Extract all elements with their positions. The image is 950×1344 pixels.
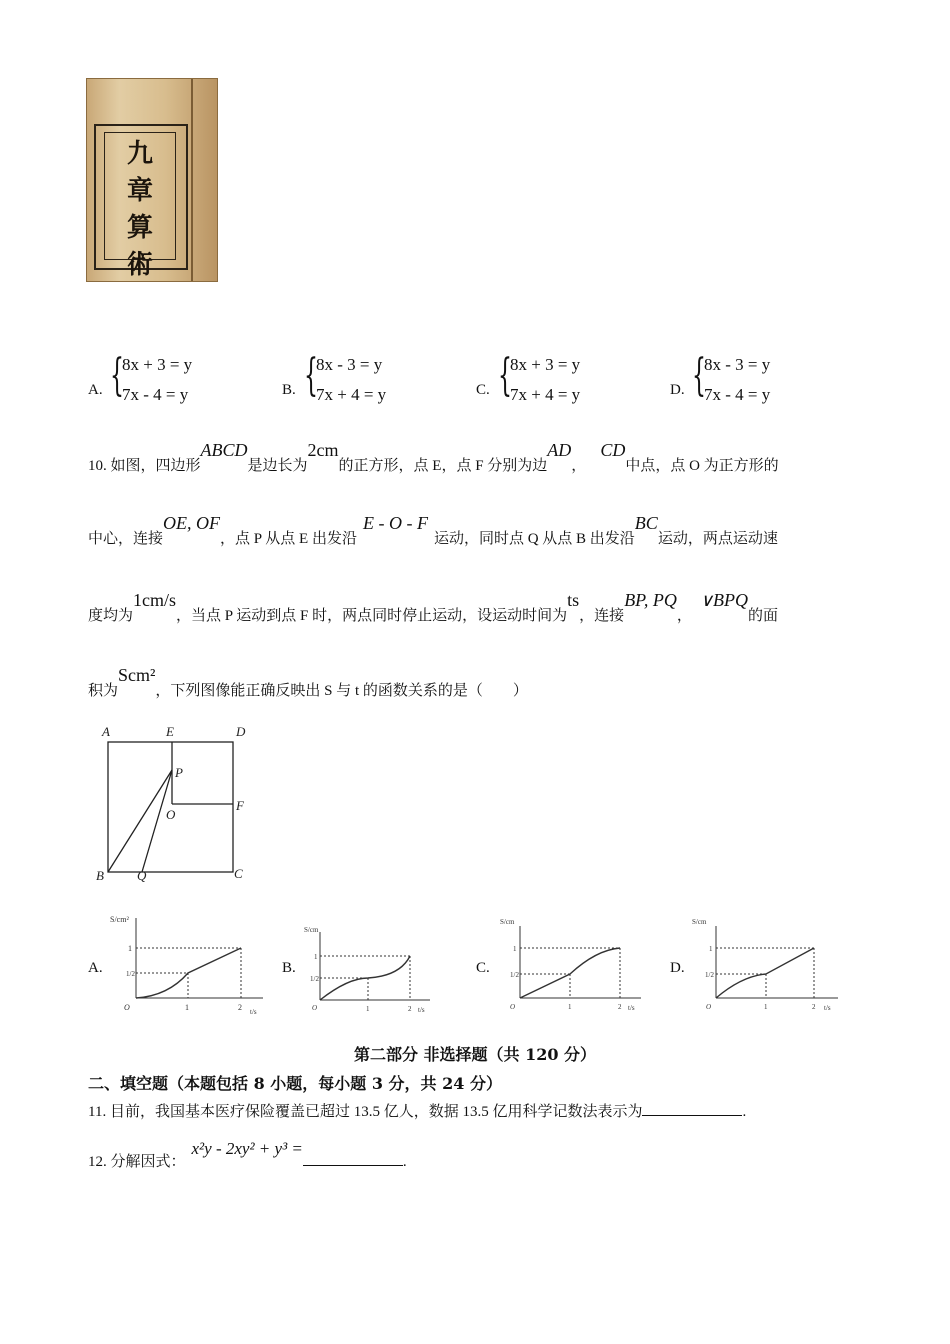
y-tick-half: 1/2 — [126, 970, 135, 978]
equation-2: 7x + 4 = y — [510, 385, 581, 404]
q10-line-1 — [88, 440, 779, 474]
x-tick-2: 2 — [408, 1005, 412, 1013]
y-tick-1: 1 — [314, 953, 318, 961]
x-label: t/s — [628, 1004, 635, 1012]
brace-icon: { — [692, 350, 706, 401]
x-tick-1: 1 — [764, 1003, 768, 1011]
label-d: D — [236, 724, 246, 739]
equation-2: 7x - 4 = y — [704, 385, 771, 404]
brace-icon: { — [304, 350, 318, 401]
text: 中心，连接 — [88, 531, 164, 547]
graph-option-c — [496, 910, 656, 1020]
q12-text: 12. 分解因式： — [88, 1154, 186, 1170]
label-o: O — [166, 807, 176, 822]
q9-options — [0, 350, 950, 410]
equation-1: 8x - 3 = y — [704, 355, 771, 374]
text: 积为 — [88, 683, 119, 699]
graph-option-a — [108, 910, 268, 1020]
origin-label: O — [706, 1003, 712, 1011]
y-label: S/cm — [692, 918, 707, 926]
equation-1: 8x + 3 = y — [510, 355, 581, 374]
jiuzhang-suanshu-book-cover — [86, 78, 218, 282]
math-oe-of: OE, OF — [163, 513, 221, 533]
text: ， — [676, 608, 692, 624]
q11-text: 11. 目前，我国基本医疗保险覆盖已超过 13.5 亿人，数据 13.5 亿用科学记数法表示为 — [88, 1104, 643, 1120]
equation-2: 7x + 4 = y — [316, 385, 387, 404]
q12-answer-blank[interactable] — [303, 1151, 403, 1166]
x-tick-1: 1 — [568, 1003, 572, 1011]
equation-1: 8x + 3 = y — [122, 355, 193, 374]
part2-title: 第二部分 非选择题（共 120 分） — [353, 1045, 597, 1064]
y-label: S/cm² — [110, 915, 129, 924]
q11 — [88, 1100, 746, 1121]
text: 是边长为 — [247, 458, 308, 474]
square-figure — [90, 720, 260, 890]
q10-line-3 — [88, 590, 779, 624]
option-letter: D. — [670, 382, 685, 398]
q10-line-4 — [88, 665, 528, 699]
option-letter: C. — [476, 382, 490, 398]
x-tick-2: 2 — [238, 1003, 242, 1012]
cover-char: 術 — [126, 250, 153, 280]
x-label: t/s — [418, 1006, 425, 1014]
math-bc: BC — [634, 513, 658, 533]
math-cd: CD — [600, 440, 626, 460]
text: ，当点 P 运动到点 F 时，两点同时停止运动，设运动时间为 — [176, 608, 568, 624]
cover-spine-line — [191, 79, 193, 281]
cover-title-label — [104, 132, 176, 280]
math-ts: ts — [567, 590, 580, 610]
y-tick-half: 1/2 — [310, 975, 319, 983]
q10-option-b-letter: B. — [282, 960, 296, 976]
q10-option-d-letter: D. — [670, 960, 685, 976]
math-path-eof: E - O - F — [362, 513, 428, 533]
text: 的面 — [748, 608, 779, 624]
q10-line-2 — [88, 513, 778, 547]
y-label: S/cm — [500, 918, 515, 926]
option-letter: A. — [88, 382, 103, 398]
math-abcd: ABCD — [200, 440, 248, 460]
q12 — [88, 1138, 407, 1170]
q11-end: . — [742, 1104, 747, 1120]
x-tick-2: 2 — [618, 1003, 622, 1011]
brace-icon: { — [110, 350, 124, 401]
text: 的正方形，点 E，点 F 分别为边 — [338, 458, 548, 474]
q10-option-c-letter: C. — [476, 960, 490, 976]
y-tick-1: 1 — [513, 945, 517, 953]
text: ，下列图像能正确反映出 S 与 t 的函数关系的是（ ） — [155, 683, 528, 699]
origin-label: O — [312, 1004, 318, 1012]
section2-title: 二、填空题（本题包括 8 小题，每小题 3 分，共 24 分） — [88, 1074, 502, 1093]
y-tick-1: 1 — [709, 945, 713, 953]
q11-answer-blank[interactable] — [642, 1101, 742, 1116]
label-c: C — [234, 866, 243, 881]
text: ， — [571, 458, 587, 474]
text: 度均为 — [88, 608, 134, 624]
option-letter: B. — [282, 382, 296, 398]
label-e: E — [166, 724, 174, 739]
text: 中点，点 O 为正方形的 — [625, 458, 779, 474]
y-tick-half: 1/2 — [510, 971, 519, 979]
cover-char: 章 — [126, 176, 153, 206]
y-tick-half: 1/2 — [705, 971, 714, 979]
text: ，连接 — [579, 608, 625, 624]
graph-option-b — [300, 920, 460, 1020]
label-q: Q — [137, 868, 147, 883]
math-scm2: Scm² — [118, 665, 156, 685]
text: 10. 如图，四边形 — [88, 458, 201, 474]
brace-icon: { — [498, 350, 512, 401]
x-label: t/s — [824, 1004, 831, 1012]
math-ad: AD — [547, 440, 572, 460]
equation-1: 8x - 3 = y — [316, 355, 383, 374]
x-tick-1: 1 — [185, 1003, 189, 1012]
text: 运动，两点运动速 — [657, 531, 778, 547]
math-speed: 1cm/s — [133, 590, 177, 610]
label-p: P — [175, 765, 183, 780]
cover-char: 九 — [126, 139, 153, 169]
x-tick-1: 1 — [366, 1005, 370, 1013]
curve-d — [716, 948, 814, 998]
cover-frame — [94, 124, 188, 280]
segment-bp — [108, 770, 172, 872]
label-f: F — [236, 798, 244, 813]
label-b: B — [96, 868, 104, 883]
cover-char: 算 — [126, 213, 153, 243]
text: ，点 P 从点 E 出发沿 — [220, 531, 357, 547]
math-2cm: 2cm — [307, 440, 339, 460]
q12-end: . — [402, 1154, 407, 1170]
y-tick-1: 1 — [128, 944, 132, 953]
x-tick-2: 2 — [812, 1003, 816, 1011]
equation-2: 7x - 4 = y — [122, 385, 189, 404]
x-label: t/s — [250, 1008, 257, 1016]
origin-label: O — [510, 1003, 516, 1011]
q10-option-a-letter: A. — [88, 960, 103, 976]
y-label: S/cm — [304, 926, 319, 934]
text: 运动，同时点 Q 从点 B 出发沿 — [433, 531, 635, 547]
graph-option-d — [690, 910, 850, 1020]
label-a: A — [102, 724, 110, 739]
math-bp-pq: BP, PQ — [624, 590, 677, 610]
q12-expression: x²y - 2xy² + y³ = — [191, 1139, 303, 1158]
origin-label: O — [124, 1003, 130, 1012]
math-triangle-bpq: ∨BPQ — [699, 590, 749, 610]
